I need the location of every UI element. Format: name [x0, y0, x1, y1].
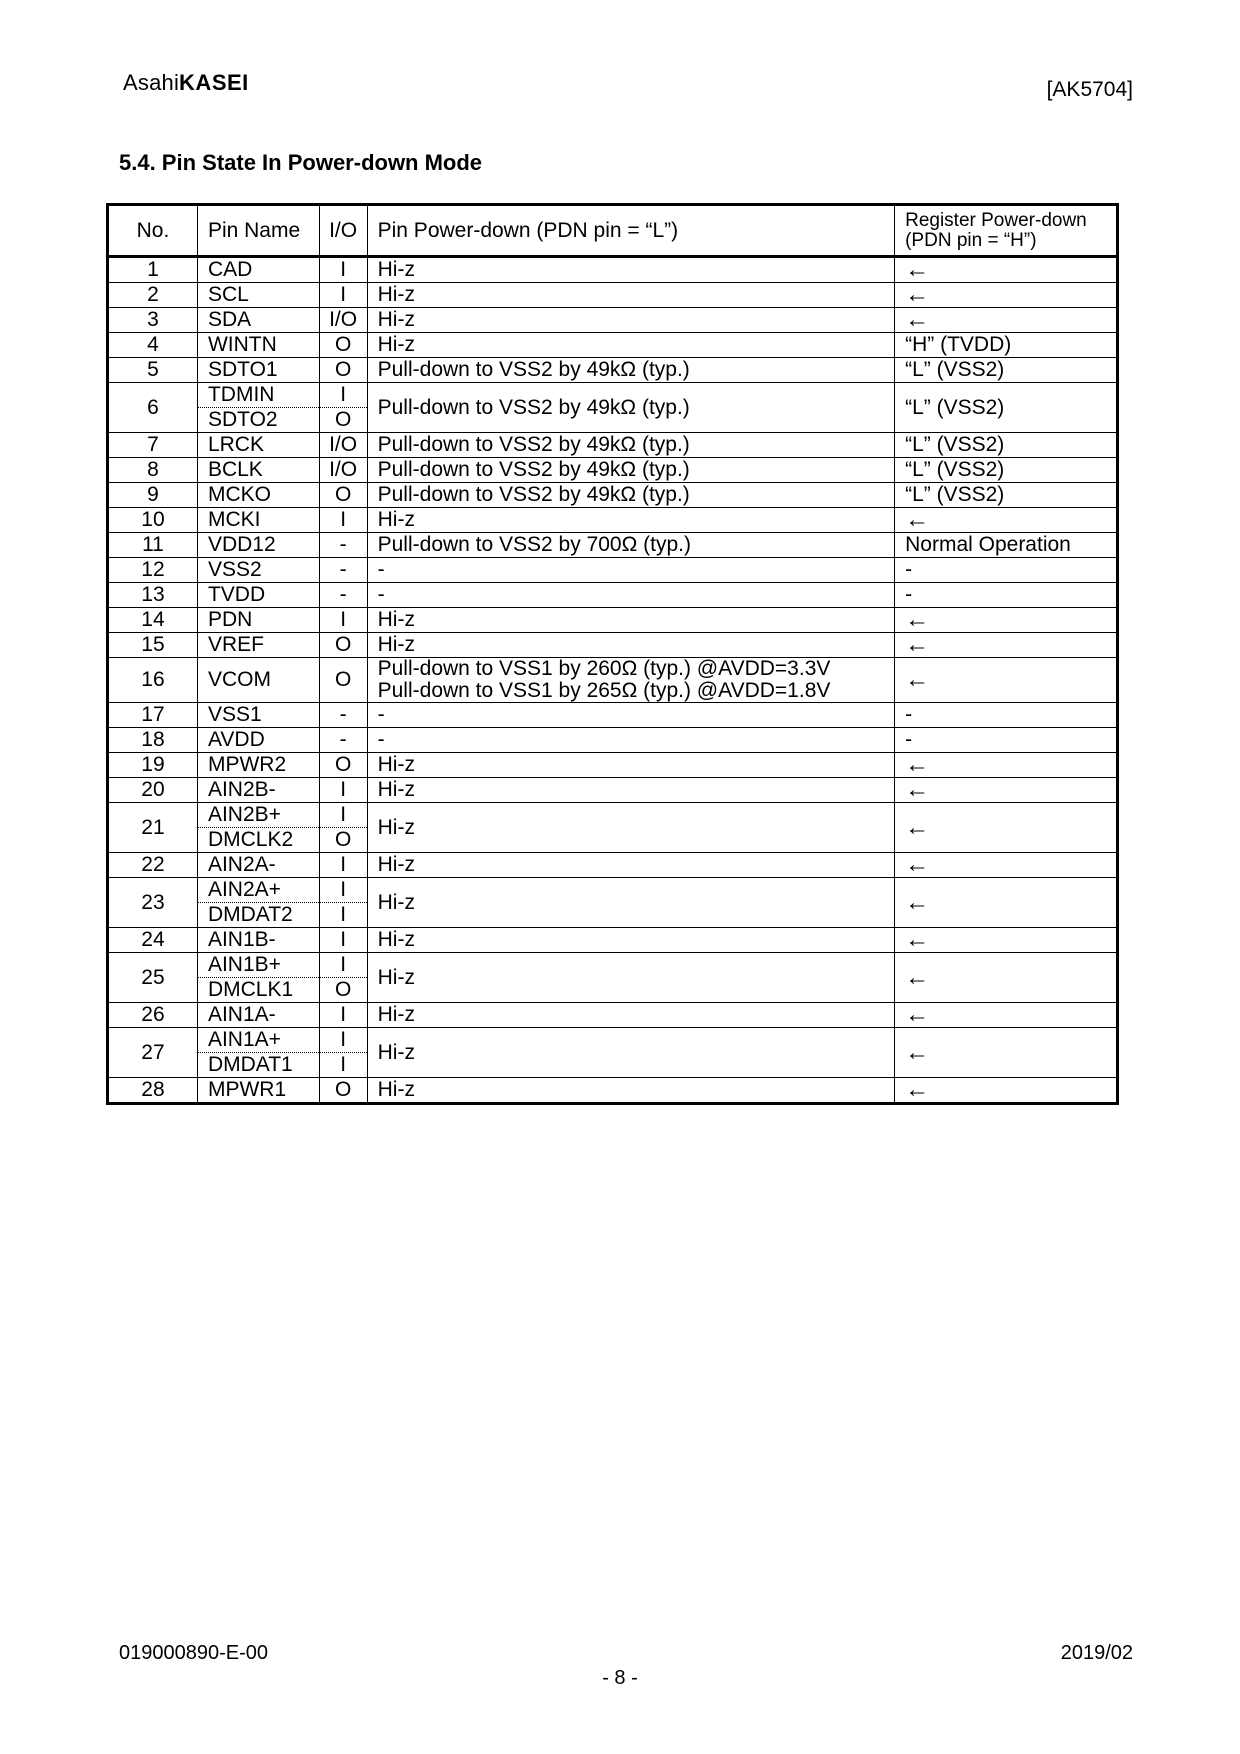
pin-number-cell: 19 — [108, 753, 198, 778]
register-power-down-cell: “L” (VSS2) — [895, 483, 1118, 508]
pin-io-cell: I — [319, 778, 367, 803]
pin-power-down-line: Hi-z — [377, 965, 415, 989]
register-power-down-cell: - — [895, 558, 1118, 583]
footer-date: 2019/02 — [1060, 1642, 1133, 1664]
pin-power-down-cell — [367, 728, 894, 753]
pin-io-cell: I — [319, 608, 367, 633]
pin-power-down-line: Pull-down to VSS2 by 49kΩ (typ.) — [377, 433, 690, 456]
pin-name-cell: MPWR2 — [197, 753, 319, 778]
pin-io-cell: I — [319, 1028, 367, 1053]
pin-power-down-cell — [367, 433, 894, 458]
pin-power-down-cell — [367, 803, 894, 853]
pin-io-cell: I — [319, 803, 367, 828]
table-row — [108, 433, 1118, 458]
register-power-down-cell: - — [895, 728, 1118, 753]
pin-name-cell: MCKI — [197, 508, 319, 533]
pin-power-down-line: - — [377, 728, 385, 751]
register-power-down-cell: ← — [895, 658, 1118, 703]
pin-io-cell: I — [319, 928, 367, 953]
pin-power-down-line: Hi-z — [377, 308, 415, 331]
pin-name-cell: AIN2A+ — [197, 878, 319, 903]
register-power-down-cell: “L” (VSS2) — [895, 458, 1118, 483]
pin-power-down-cell — [367, 458, 894, 483]
pin-io-cell: I — [319, 853, 367, 878]
pin-number-cell: 18 — [108, 728, 198, 753]
pin-io-cell: O — [319, 1078, 367, 1104]
pin-power-down-cell — [367, 853, 894, 878]
pin-power-down-line: Hi-z — [377, 928, 415, 951]
pin-power-down-line: - — [377, 558, 385, 581]
pin-name-cell: AIN2B- — [197, 778, 319, 803]
register-power-down-cell: “L” (VSS2) — [895, 383, 1118, 433]
pin-name-cell: TVDD — [197, 583, 319, 608]
pin-name-cell: VREF — [197, 633, 319, 658]
register-power-down-cell: Normal Operation — [895, 533, 1118, 558]
register-power-down-cell: ← — [895, 778, 1118, 803]
pin-io-cell: O — [319, 408, 367, 433]
pin-power-down-line: Hi-z — [377, 1078, 415, 1101]
pin-name-cell: VSS1 — [197, 703, 319, 728]
pin-power-down-line: Hi-z — [377, 633, 415, 656]
pin-power-down-cell — [367, 583, 894, 608]
pin-name-cell: SDTO1 — [197, 358, 319, 383]
pin-name-cell: VDD12 — [197, 533, 319, 558]
table-row — [108, 778, 1118, 803]
register-power-down-cell: ← — [895, 508, 1118, 533]
pin-io-cell: - — [319, 583, 367, 608]
pin-number-cell: 1 — [108, 257, 198, 283]
pin-power-down-cell — [367, 508, 894, 533]
pin-power-down-line: Hi-z — [377, 1003, 415, 1026]
register-power-down-cell: ← — [895, 953, 1118, 1003]
pin-power-down-line: Hi-z — [377, 283, 415, 306]
pin-name-cell: BCLK — [197, 458, 319, 483]
pin-name-cell: AIN1A- — [197, 1003, 319, 1028]
pin-number-cell: 2 — [108, 283, 198, 308]
table-row — [108, 283, 1118, 308]
pin-number-cell: 9 — [108, 483, 198, 508]
register-power-down-cell: ← — [895, 928, 1118, 953]
pin-number-cell: 8 — [108, 458, 198, 483]
pin-power-down-cell — [367, 533, 894, 558]
pin-power-down-cell — [367, 608, 894, 633]
pin-power-down-cell — [367, 383, 894, 433]
company-logo — [123, 70, 249, 96]
table-row — [108, 383, 1118, 408]
pin-io-cell: I — [319, 1003, 367, 1028]
register-power-down-cell: ← — [895, 308, 1118, 333]
pin-name-cell: TDMIN — [197, 383, 319, 408]
header-no: No. — [108, 205, 198, 257]
register-power-down-cell: ← — [895, 1003, 1118, 1028]
table-row — [108, 308, 1118, 333]
footer-doc-number: 019000890-E-00 — [119, 1642, 269, 1664]
table-row — [108, 358, 1118, 383]
section-title: 5.4. Pin State In Power-down Mode — [119, 150, 483, 175]
pin-number-cell: 16 — [108, 658, 198, 703]
logo-text-asahi: Asahi — [123, 70, 180, 95]
header-register-power-down: Register Power-down (PDN pin = “H”) — [895, 205, 1118, 257]
pin-name-cell: WINTN — [197, 333, 319, 358]
table-row — [108, 878, 1118, 903]
pin-power-down-cell — [367, 257, 894, 283]
pin-io-cell: I/O — [319, 308, 367, 333]
pin-power-down-cell — [367, 308, 894, 333]
register-power-down-cell: “L” (VSS2) — [895, 358, 1118, 383]
table-row — [108, 633, 1118, 658]
pin-number-cell: 4 — [108, 333, 198, 358]
pin-number-cell: 20 — [108, 778, 198, 803]
pin-io-cell: I — [319, 383, 367, 408]
table-row — [108, 458, 1118, 483]
pin-number-cell: 5 — [108, 358, 198, 383]
pin-name-cell: AIN1A+ — [197, 1028, 319, 1053]
register-power-down-cell: - — [895, 583, 1118, 608]
pin-power-down-line: Pull-down to VSS1 by 260Ω (typ.) @AVDD=3.3V — [377, 657, 831, 680]
document-id: [AK5704] — [1046, 78, 1133, 101]
table-row — [108, 658, 1118, 703]
pin-power-down-line: Hi-z — [377, 890, 415, 914]
pin-power-down-cell — [367, 878, 894, 928]
pin-io-cell: I — [319, 1053, 367, 1078]
pin-state-table — [106, 203, 1119, 1105]
pin-io-cell: O — [319, 633, 367, 658]
pin-name-cell: CAD — [197, 257, 319, 283]
pin-io-cell: O — [319, 978, 367, 1003]
table-row — [108, 608, 1118, 633]
pin-name-cell: AIN2A- — [197, 853, 319, 878]
pin-name-cell: DMDAT2 — [197, 903, 319, 928]
table-row — [108, 483, 1118, 508]
pin-power-down-line: Hi-z — [377, 778, 415, 801]
table-row — [108, 753, 1118, 778]
pin-name-cell: AVDD — [197, 728, 319, 753]
logo-text-kasei: KASEI — [179, 70, 249, 95]
pin-io-cell: I — [319, 257, 367, 283]
pin-io-cell: I — [319, 508, 367, 533]
pin-name-cell: MPWR1 — [197, 1078, 319, 1104]
pin-power-down-cell — [367, 953, 894, 1003]
pin-power-down-line: Pull-down to VSS1 by 265Ω (typ.) @AVDD=1.8V — [377, 679, 831, 702]
pin-power-down-cell — [367, 333, 894, 358]
pin-name-cell: SDTO2 — [197, 408, 319, 433]
pin-io-cell: - — [319, 533, 367, 558]
pin-io-cell: O — [319, 483, 367, 508]
pin-io-cell: I — [319, 878, 367, 903]
register-power-down-cell: ← — [895, 283, 1118, 308]
pin-power-down-line: Hi-z — [377, 608, 415, 631]
pin-name-cell: VCOM — [197, 658, 319, 703]
pin-power-down-line: Hi-z — [377, 1040, 415, 1064]
pin-power-down-line: Hi-z — [377, 753, 415, 776]
pin-power-down-cell — [367, 753, 894, 778]
pin-name-cell: DMCLK1 — [197, 978, 319, 1003]
table-row — [108, 257, 1118, 283]
table-row — [108, 333, 1118, 358]
table-row — [108, 853, 1118, 878]
pin-power-down-line: Pull-down to VSS2 by 49kΩ (typ.) — [377, 358, 690, 381]
pin-number-cell: 10 — [108, 508, 198, 533]
pin-number-cell: 3 — [108, 308, 198, 333]
table-row — [108, 928, 1118, 953]
pin-number-cell: 21 — [108, 803, 198, 853]
table-row — [108, 508, 1118, 533]
pin-io-cell: O — [319, 333, 367, 358]
pin-io-cell: - — [319, 703, 367, 728]
pin-power-down-line: Hi-z — [377, 333, 415, 356]
pin-power-down-line: Pull-down to VSS2 by 700Ω (typ.) — [377, 533, 691, 556]
pin-name-cell: VSS2 — [197, 558, 319, 583]
page-number: - 8 - — [602, 1667, 638, 1689]
pin-power-down-cell — [367, 1028, 894, 1078]
table-row — [108, 1028, 1118, 1053]
pin-io-cell: I — [319, 953, 367, 978]
pin-number-cell: 13 — [108, 583, 198, 608]
pin-number-cell: 24 — [108, 928, 198, 953]
pin-power-down-cell — [367, 633, 894, 658]
pin-power-down-cell — [367, 658, 894, 703]
pin-power-down-line: Pull-down to VSS2 by 49kΩ (typ.) — [377, 458, 690, 481]
pin-number-cell: 6 — [108, 383, 198, 433]
pin-number-cell: 12 — [108, 558, 198, 583]
pin-name-cell: LRCK — [197, 433, 319, 458]
pin-name-cell: MCKO — [197, 483, 319, 508]
pin-power-down-cell — [367, 1078, 894, 1104]
pin-name-cell: DMCLK2 — [197, 828, 319, 853]
pin-power-down-cell — [367, 358, 894, 383]
register-power-down-cell: ← — [895, 608, 1118, 633]
header-pin-power-down: Pin Power-down (PDN pin = “L”) — [367, 205, 894, 257]
header-io: I/O — [319, 205, 367, 257]
pin-power-down-cell — [367, 558, 894, 583]
pin-name-cell: AIN2B+ — [197, 803, 319, 828]
pin-power-down-cell — [367, 703, 894, 728]
pin-number-cell: 22 — [108, 853, 198, 878]
pin-number-cell: 7 — [108, 433, 198, 458]
pin-io-cell: I/O — [319, 433, 367, 458]
register-power-down-cell: ← — [895, 257, 1118, 283]
pin-power-down-line: Hi-z — [377, 508, 415, 531]
table-row — [108, 803, 1118, 828]
pin-name-cell: AIN1B- — [197, 928, 319, 953]
pin-power-down-line: Hi-z — [377, 815, 415, 839]
register-power-down-cell: ← — [895, 753, 1118, 778]
register-power-down-cell: ← — [895, 803, 1118, 853]
register-power-down-cell: - — [895, 703, 1118, 728]
pin-number-cell: 17 — [108, 703, 198, 728]
table-row — [108, 558, 1118, 583]
pin-number-cell: 23 — [108, 878, 198, 928]
pin-power-down-cell — [367, 283, 894, 308]
pin-io-cell: O — [319, 358, 367, 383]
pin-number-cell: 25 — [108, 953, 198, 1003]
register-power-down-cell: ← — [895, 878, 1118, 928]
pin-power-down-cell — [367, 1003, 894, 1028]
pin-io-cell: - — [319, 728, 367, 753]
pin-io-cell: I — [319, 903, 367, 928]
pin-number-cell: 26 — [108, 1003, 198, 1028]
table-header-row — [108, 205, 1118, 257]
pin-io-cell: O — [319, 753, 367, 778]
pin-number-cell: 28 — [108, 1078, 198, 1104]
pin-power-down-line: Pull-down to VSS2 by 49kΩ (typ.) — [377, 483, 690, 506]
pin-number-cell: 11 — [108, 533, 198, 558]
table-row — [108, 1003, 1118, 1028]
register-power-down-cell: ← — [895, 1028, 1118, 1078]
table-row — [108, 953, 1118, 978]
pin-name-cell: SDA — [197, 308, 319, 333]
register-power-down-cell: ← — [895, 633, 1118, 658]
pin-power-down-line: Hi-z — [377, 258, 415, 281]
table-row — [108, 583, 1118, 608]
pin-io-cell: O — [319, 828, 367, 853]
table-row — [108, 533, 1118, 558]
pin-power-down-line: - — [377, 583, 385, 606]
pin-number-cell: 15 — [108, 633, 198, 658]
pin-power-down-line: - — [377, 703, 385, 726]
register-power-down-cell: “L” (VSS2) — [895, 433, 1118, 458]
pin-name-cell: AIN1B+ — [197, 953, 319, 978]
pin-number-cell: 14 — [108, 608, 198, 633]
pin-io-cell: I/O — [319, 458, 367, 483]
header-pin-name: Pin Name — [197, 205, 319, 257]
table-row — [108, 1078, 1118, 1104]
pin-power-down-cell — [367, 483, 894, 508]
register-power-down-cell: ← — [895, 853, 1118, 878]
pin-name-cell: DMDAT1 — [197, 1053, 319, 1078]
register-power-down-cell: ← — [895, 1078, 1118, 1104]
pin-name-cell: PDN — [197, 608, 319, 633]
pin-io-cell: - — [319, 558, 367, 583]
pin-io-cell: I — [319, 283, 367, 308]
table-row — [108, 728, 1118, 753]
pin-io-cell: O — [319, 658, 367, 703]
pin-power-down-cell — [367, 928, 894, 953]
pin-power-down-line: Hi-z — [377, 853, 415, 876]
register-power-down-cell: “H” (TVDD) — [895, 333, 1118, 358]
pin-number-cell: 27 — [108, 1028, 198, 1078]
pin-name-cell: SCL — [197, 283, 319, 308]
pin-power-down-cell — [367, 778, 894, 803]
pin-power-down-line: Pull-down to VSS2 by 49kΩ (typ.) — [377, 395, 690, 419]
table-row — [108, 703, 1118, 728]
table-body — [108, 257, 1118, 1104]
